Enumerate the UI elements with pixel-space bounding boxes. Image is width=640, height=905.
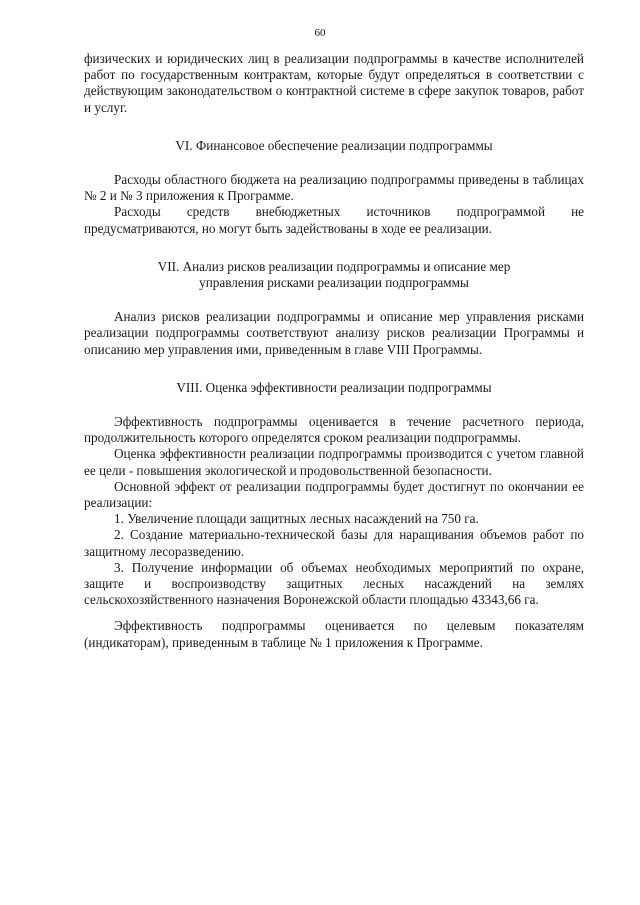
effect-list-item: 1. Увеличение площади защитных лесных насаждений на 750 га. [114, 511, 479, 527]
section-8-paragraph: Эффективность подпрограммы оценивается в течение расчетного периода, продолжительность которого определятся сроком реализации подпрограммы. [84, 414, 584, 446]
section-7-heading-line-2: управления рисками реализации подпрограммы [199, 275, 469, 291]
section-8-heading: VIII. Оценка эффективности реализации подпрограммы [176, 379, 492, 395]
effect-list-item: 2. Создание материально-технической базы для наращивания объемов работ по защитному лесоразведению. [84, 527, 584, 559]
page-number: 60 [314, 27, 326, 39]
intro-paragraph: физических и юридических лиц в реализации подпрограммы в качестве исполнителей работ по государственным контрактам, которые будут определяться в соответствии с действующим законодательством о контрактной системе в сфере закупок товаров, работ и услуг. [84, 51, 584, 115]
section-6-paragraph: Расходы средств внебюджетных источников подпрограммой не предусматриваются, но могут быть задействованы в ходе ее реализации. [84, 204, 584, 236]
section-8-paragraph: Оценка эффективности реализации подпрограммы производится с учетом главной ее цели - повышения экологической и продовольственной безопасности. [84, 446, 584, 478]
section-6-paragraph: Расходы областного бюджета на реализацию подпрограммы приведены в таблицах № 2 и № 3 приложения к Программе. [84, 172, 584, 204]
section-6-heading: VI. Финансовое обеспечение реализации подпрограммы [175, 137, 493, 153]
section-7-heading [84, 259, 584, 291]
section-8-paragraph: Основной эффект от реализации подпрограммы будет достигнут по окончании ее реализации: [84, 478, 584, 511]
document-body [84, 51, 584, 651]
section-7-heading-line-1: VII. Анализ рисков реализации подпрограммы и описание мер [157, 258, 511, 274]
section-8-closing-paragraph: Эффективность подпрограммы оценивается по целевым показателям (индикаторам), приведенным в таблице № 1 приложения к Программе. [84, 618, 584, 650]
section-7-paragraph: Анализ рисков реализации подпрограммы и описание мер управления рисками реализации подпрограммы соответствуют анализу рисков реализации Программы и описанию мер управления ими, приведенным в главе VIII Программы. [84, 309, 584, 357]
effect-list-item: 3. Получение информации об объемах необходимых мероприятий по охране, защите и воспроизводству защитных лесных насаждений на землях сельскохозяйственного назначения Воронежской области площадью 43343,66 га. [84, 559, 584, 608]
